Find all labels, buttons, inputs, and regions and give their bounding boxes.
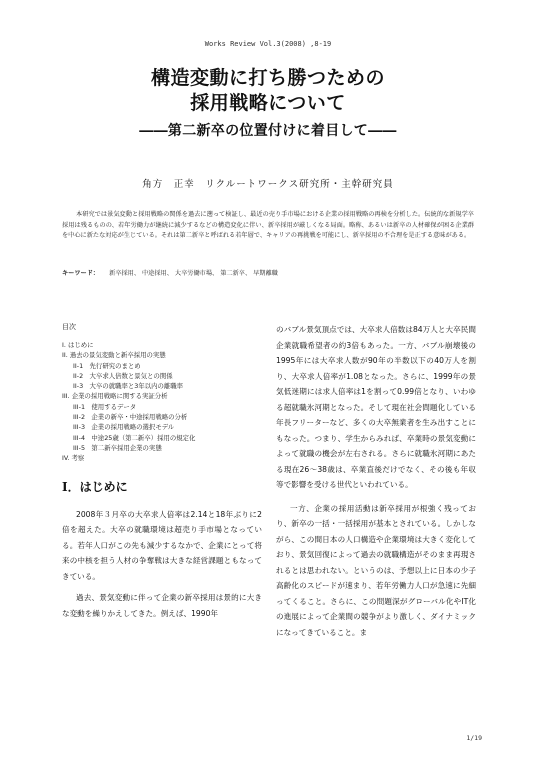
keywords-label: キーワード：: [62, 270, 100, 277]
keyword: 大卒労働市場: [174, 270, 213, 277]
toc-item: III-5 第二新卒採用企業の実態: [73, 443, 162, 452]
journal-header: Works Review Vol.3(2008) ,8-19: [204, 40, 332, 48]
title-line-1: 構造変動に打ち勝つための: [150, 67, 385, 89]
toc-item: III-1 使用するデータ: [73, 402, 137, 411]
keyword: 第二新卒: [220, 270, 245, 277]
left-column: [62, 322, 262, 627]
abstract: 本研究では景気変動と採用戦略の関係を過去に遡って検証し、最近の売り手市場における企業の採用戦略の再検を分析した。伝統的な新規学卒採用は残るものの、若年労働力が継続に減少するなどの構造変化に伴い、新卒採用が厳しくなる局面。略称、あるいは新卒の人材確保が困る企業群を中心に新たな対応が生じている。それは第二新卒と呼ばれる若年層で、キャリアの再挑戦を可能にし、新卒採用の不合理を是正する意味がある。: [62, 211, 474, 239]
toc-item: I. はじめに: [62, 341, 94, 349]
keyword: 中途採用: [142, 270, 167, 277]
author-line: 角方 正幸 リクルートワークス研究所・主幹研究員: [142, 179, 394, 190]
toc-item: IV. 考察: [62, 454, 85, 463]
toc-item: III. 企業の採用戦略に関する実証分析: [62, 392, 168, 401]
title-line-2: 採用戦略について: [190, 92, 346, 114]
paper-title: [0, 66, 536, 116]
toc-item: II-3 大卒の就職率と3年以内の離職率: [73, 382, 184, 391]
toc-item: II. 過去の景気変動と新卒採用の実態: [62, 351, 166, 360]
toc-item: II-2 大卒求人倍数と景気との関係: [73, 371, 173, 380]
table-of-contents: [62, 340, 262, 464]
body-paragraph: のバブル景気頂点では、大卒求人倍数は84万人と大卒民間企業就職希望者の約3倍もあった。一方、バブル崩壊後の1995年には大卒求人数が90年の半数以下の40万人を割り、大卒求人倍率が1.08となった。さらに、1999年の景気低迷期には求人倍率は1を割って0.99倍となり、いわゆる超就職氷河期となった。そして現在社会問題化している年長フリーターなど、多くの大卒無業者を生み出すことにもなった。つまり、学生からみれば、卒業時の景気変動によって就職の機会が左右される。さらに就職氷河期にあたる現在26～38歳は、卒業直後だけでなく、その後も年収等で影響を受ける世代といわれている。: [276, 325, 476, 489]
toc-item: II-1 先行研究のまとめ: [73, 361, 141, 370]
section-heading: I．はじめに: [62, 479, 128, 494]
body-paragraph: 2008年３月卒の大卒求人倍率は2.14と18年ぶりに2倍を超えた。大卒の就職環境は超売り手市場となっている。若年人口がこの先も減少するなかで、企業にとって将来の中核を担う人材の争奪戦は大きな経営課題ともなってきている。: [62, 509, 262, 581]
keywords: キーワード： 新卒採用、 中途採用、 大卒労働市場、 第二新卒、 早期離職: [62, 270, 278, 277]
page-number: 1/19: [466, 734, 482, 742]
keyword: 新卒採用: [109, 270, 134, 277]
right-column: [276, 322, 476, 646]
body-paragraph: 一方、企業の採用活動は新卒採用が根強く残っており、新卒の一括・一括採用が基本とされている。しかしながら、この間日本の人口構造や企業環境は大きく変化しており、景気回復によって過去の就職構造がそのまま再現されるとは思われない。というのは、予想以上に日本の少子高齢化のスピードが速まり、若年労働力人口が急速に先細ってくること。さらに、この問題深がグローバル化やIT化の進展によって企業間の競争がより激しく、ダイナミックになってきていること。ま: [276, 503, 476, 637]
toc-item: III-2 企業の新卒・中途採用戦略の分析: [73, 413, 188, 422]
toc-item: III-3 企業の採用戦略の選択モデル: [73, 423, 175, 432]
keyword: 早期離職: [253, 270, 278, 277]
toc-heading: 目次: [62, 323, 76, 331]
toc-item: III-4 中途25歳（第二新卒）採用の規定化: [73, 433, 196, 442]
paper-subtitle: ――第二新卒の位置付けに着目して――: [139, 123, 397, 139]
body-paragraph: 過去、景気変動に伴って企業の新卒採用は景的に大きな変動を繰りかえしてきた。例えば、1990年: [62, 593, 262, 618]
